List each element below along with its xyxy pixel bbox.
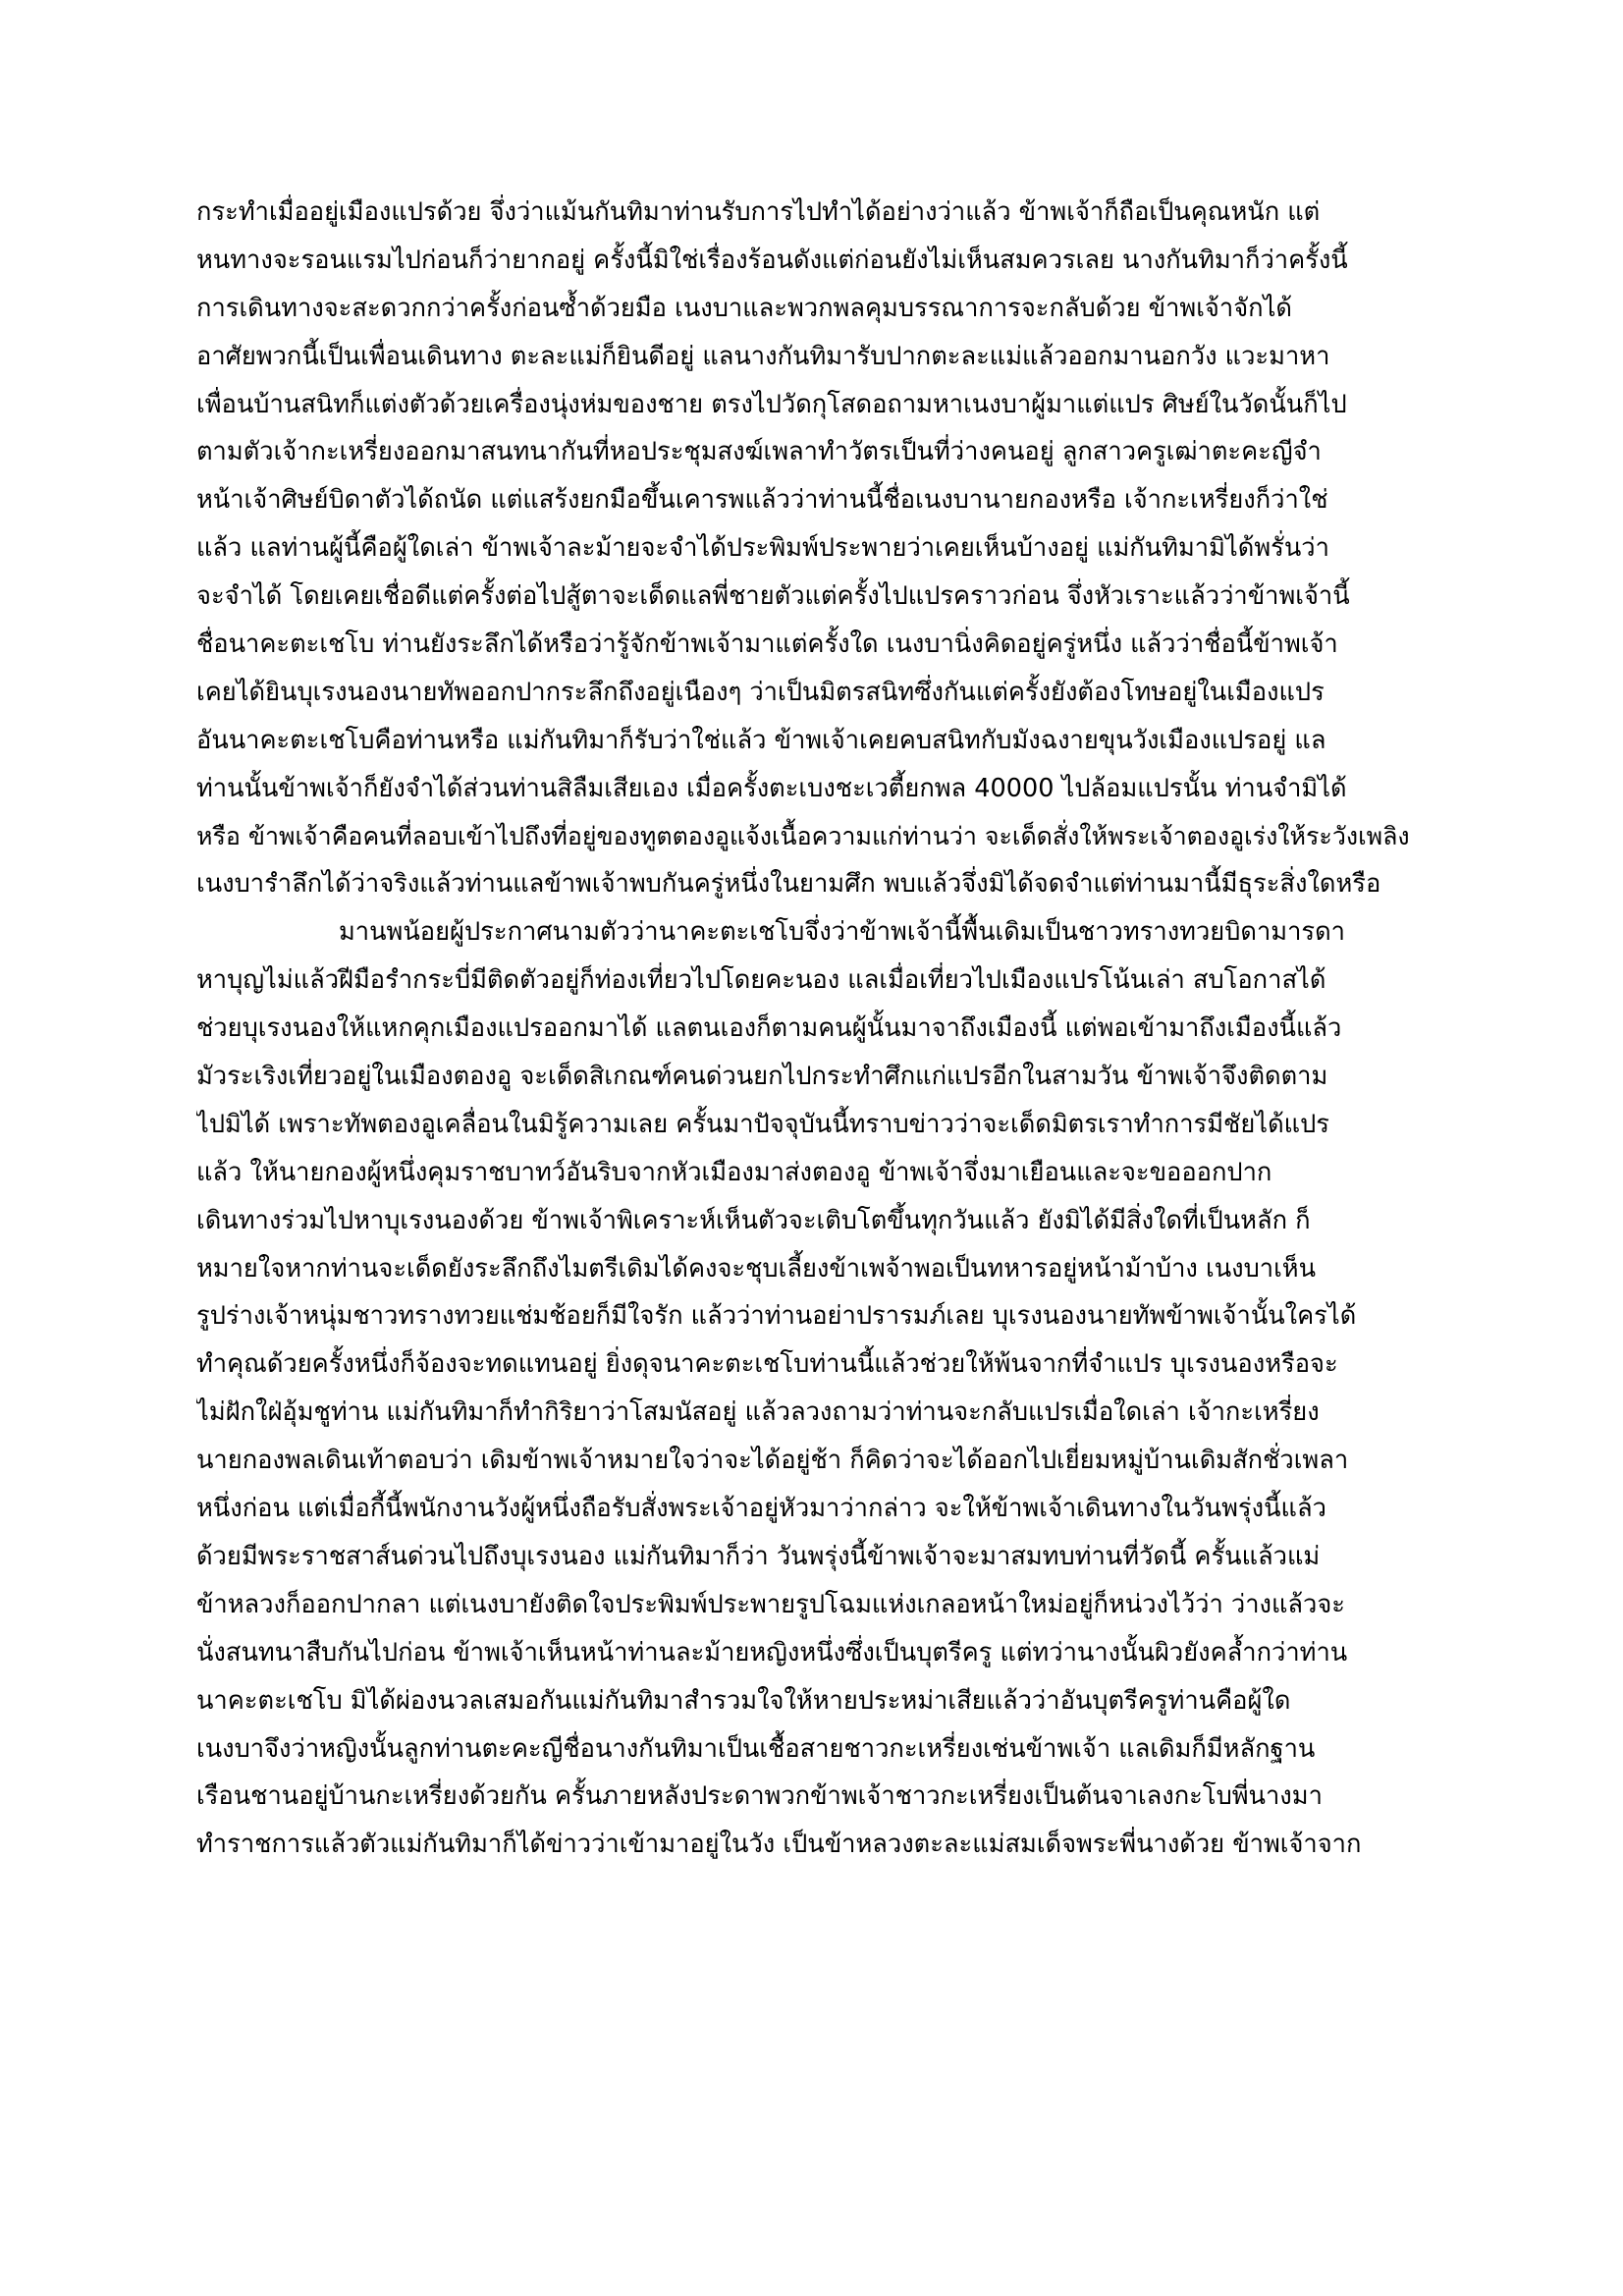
text-line: นาคะตะเชโบ มิได้ผ่องนวลเสมอกันแม่กันทิมาสำรวมใจให้หายประหม่าเสียแล้วว่าอันบุตรีครูท่านคือผู้ใด [196,1685,1291,1716]
text-line: ด้วยมีพระราชสาส์นด่วนไปถึงบุเรงนอง แม่กันทิมาก็ว่า วันพรุ่งนี้ข้าพเจ้าจะมาสมทบท่านที่วัดนี้ ครั้นแล้วแม่ [196,1541,1321,1571]
text-line: หรือ ข้าพเจ้าคือคนที่ลอบเข้าไปถึงที่อยู่ของทูตตองอูแจ้งเนื้อความแก่ท่านว่า จะเด็ดสั่งให้พระเจ้าตองอูเร่งให้ระวังเพลิง [196,821,1410,850]
text-line: ทำคุณด้วยครั้งหนึ่งก็จ้องจะทดแทนอยู่ ยิ่งดุจนาคะตะเชโบท่านนี้แล้วช่วยให้พ้นจากที่จำแปร บุเรงนองหรือจะ [196,1349,1338,1380]
text-line: แล้ว แลท่านผู้นี้คือผู้ใดเล่า ข้าพเจ้าละม้ายจะจำได้ประพิมพ์ประพายว่าเคยเห็นบ้างอยู่ แม่กันทิมามิได้พรั่นว่า [196,533,1329,564]
body-text [196,189,1432,1869]
text-line: หมายใจหากท่านจะเด็ดยังระลึกถึงไมตรีเดิมได้คงจะชุบเลี้ยงข้าเพจ้าพอเป็นทหารอยู่หน้าม้าบ้าง เนงบาเห็น [196,1253,1317,1284]
text-line: เดินทางร่วมไปหาบุเรงนองด้วย ข้าพเจ้าพิเคราะห์เห็นตัวจะเติบโตขึ้นทุกวันแล้ว ยังมิได้มีสิ่งใดที่เป็นหลัก ก็ [196,1205,1311,1235]
paragraph-2 [196,908,1432,1869]
paragraph-1 [196,189,1432,908]
text-line: นายกองพลเดินเท้าตอบว่า เดิมข้าพเจ้าหมายใจว่าจะได้อยู่ช้า ก็คิดว่าจะได้ออกไปเยี่ยมหมู่บ้านเดิมสักชั่วเพลา [196,1446,1349,1476]
text-line: อันนาคะตะเชโบคือท่านหรือ แม่กันทิมาก็รับว่าใช่แล้ว ข้าพเจ้าเคยคบสนิทกับมังฉงายขุนวังเมืองแปรอยู่ แล [196,725,1326,755]
text-line: นั่งสนทนาสืบกันไปก่อน ข้าพเจ้าเห็นหน้าท่านละม้ายหญิงหนึ่งซึ่งเป็นบุตรีครู แต่ทว่านางนั้นผิวยังคล้ำกว่าท่าน [196,1637,1348,1667]
text-line: เรือนชานอยู่บ้านกะเหรี่ยงด้วยกัน ครั้นภายหลังประดาพวกข้าพเจ้าชาวกะเหรี่ยงเป็นต้นจาเลงกะโบพี่นางมา [196,1781,1323,1812]
text-line: แล้ว ให้นายกองผู้หนึ่งคุมราชบาทว์อันริบจากหัวเมืองมาส่งตองอู ข้าพเจ้าจึ่งมาเยือนและจะขอออกปาก [196,1157,1272,1187]
text-line: การเดินทางจะสะดวกกว่าครั้งก่อนซ้ำด้วยมือ เนงบาและพวกพลคุมบรรณาการจะกลับด้วย ข้าพเจ้าจักได้ [196,293,1292,323]
text-line: กระทำเมื่ออยู่เมืองแปรด้วย จึ่งว่าแม้นกันทิมาท่านรับการไปทำได้อย่างว่าแล้ว ข้าพเจ้าก็ถือเป็นคุณหนัก แต่ [196,197,1321,227]
text-line: หนทางจะรอนแรมไปก่อนก็ว่ายากอยู่ ครั้งนี้มิใช่เรื่องร้อนดังแต่ก่อนยังไม่เห็นสมควรเลย นางกันทิมาก็ว่าครั้งนี้ [196,245,1348,275]
text-line-indented: มานพน้อยผู้ประกาศนามตัวว่านาคะตะเชโบจึ่งว่าข้าพเจ้านี้พื้นเดิมเป็นชาวทรางทวยบิดามารดา [339,917,1345,948]
text-line: ท่านนั้นข้าพเจ้าก็ยังจำได้ส่วนท่านสิลืมเสียเอง เมื่อครั้งตะเบงชะเวตี้ยกพล 40000 ไปล้อมแปรนั้น ท่านจำมิได้ [196,773,1347,803]
text-line: เพื่อนบ้านสนิทก็แต่งตัวด้วยเครื่องนุ่งห่มของชาย ตรงไปวัดกุโสดอถามหาเนงบาผู้มาแต่แปร ศิษย์ในวัดนั้นก็ไป [196,389,1347,419]
text-line: หน้าเจ้าศิษย์บิดาตัวได้ถนัด แต่แสร้งยกมือขึ้นเคารพแล้วว่าท่านนี้ชื่อเนงบานายกองหรือ เจ้ากะเหรี่ยงก็ว่าใช่ [196,485,1328,516]
text-line: เนงบาจึงว่าหญิงนั้นลูกท่านตะคะญีชื่อนางกันทิมาเป็นเชื้อสายชาวกะเหรี่ยงเช่นข้าพเจ้า แลเดิมก็มีหลักฐาน [196,1733,1316,1764]
text-line: จะจำได้ โดยเคยเชื่อดีแต่ครั้งต่อไปสู้ตาจะเด็ดแลพี่ชายตัวแต่ครั้งไปแปรคราวก่อน จึ่งหัวเราะแล้วว่าข้าพเจ้านี้ [196,581,1350,612]
text-line: เคยได้ยินบุเรงนองนายทัพออกปากระลึกถึงอยู่เนืองๆ ว่าเป็นมิตรสนิทซึ่งกันแต่ครั้งยังต้องโทษอยู่ในเมืองแปร [196,677,1325,707]
text-line: หาบุญไม่แล้วฝีมือรำกระบี่มีติดตัวอยู่ก็ท่องเที่ยวไปโดยคะนอง แลเมื่อเที่ยวไปเมืองแปรโน้นเล่า สบโอกาสได้ [196,965,1326,996]
text-line: ข้าหลวงก็ออกปากลา แต่เนงบายังติดใจประพิมพ์ประพายรูปโฉมแห่งเกลอหน้าใหม่อยู่ก็หน่วงไว้ว่า ว่างแล้วจะ [196,1589,1345,1619]
text-line: อาศัยพวกนี้เป็นเพื่อนเดินทาง ตะละแม่ก็ยินดีอยู่ แลนางกันทิมารับปากตะละแม่แล้วออกมานอกวัง แวะมาหา [196,341,1330,371]
text-line: รูปร่างเจ้าหนุ่มชาวทรางทวยแช่มช้อยก็มีใจรัก แล้วว่าท่านอย่าปรารมภ์เลย บุเรงนองนายทัพข้าพเจ้านั้นใครได้ [196,1301,1357,1332]
text-line: หนึ่งก่อน แต่เมื่อกี้นี้พนักงานวังผู้หนึ่งถือรับสั่งพระเจ้าอยู่หัวมาว่ากล่าว จะให้ข้าพเจ้าเดินทางในวันพรุ่งนี้แล้ว [196,1494,1326,1524]
text-line: ชื่อนาคะตะเชโบ ท่านยังระลึกได้หรือว่ารู้จักข้าพเจ้ามาแต่ครั้งใด เนงบานิ่งคิดอยู่ครู่หนึ่ง แล้วว่าชื่อนี้ข้าพเจ้า [196,629,1338,660]
text-line: มัวระเริงเที่ยวอยู่ในเมืองตองอู จะเด็ดสิเกณฑ์คนด่วนยกไปกระทำศึกแก่แปรอีกในสามวัน ข้าพเจ้าจึงติดตาม [196,1062,1328,1092]
text-line: ทำราชการแล้วตัวแม่กันทิมาก็ได้ข่าวว่าเข้ามาอยู่ในวัง เป็นข้าหลวงตะละแม่สมเด็จพระพี่นางด้วย ข้าพเจ้าจาก [196,1830,1362,1860]
text-line: ตามตัวเจ้ากะเหรี่ยงออกมาสนทนากันที่หอประชุมสงฆ์เพลาทำวัตรเป็นที่ว่างคนอยู่ ลูกสาวครูเฒ่าตะคะญีจำ [196,437,1322,467]
text-line: ช่วยบุเรงนองให้แหกคุกเมืองแปรออกมาได้ แลตนเองก็ตามคนผู้นั้นมาจาถึงเมืองนี้ แต่พอเข้ามาถึงเมืองนี้แล้ว [196,1013,1342,1044]
text-line: เนงบารำลึกได้ว่าจริงแล้วท่านแลข้าพเจ้าพบกันครู่หนึ่งในยามศึก พบแล้วจึ่งมิได้จดจำแต่ท่านมานี้มีธุระสิ่งใดหรือ [196,869,1381,900]
text-line: ไปมิได้ เพราะทัพตองอูเคลื่อนในมิรู้ความเลย ครั้นมาปัจจุบันนี้ทราบข่าวว่าจะเด็ดมิตรเราทำการมีชัยได้แปร [196,1109,1329,1139]
text-line: ไม่ฝักใฝ่อุ้มชูท่าน แม่กันทิมาก็ทำกิริยาว่าโสมนัสอยู่ แล้วลวงถามว่าท่านจะกลับแปรเมื่อใดเล่า เจ้ากะเหรี่ยง [196,1397,1320,1428]
